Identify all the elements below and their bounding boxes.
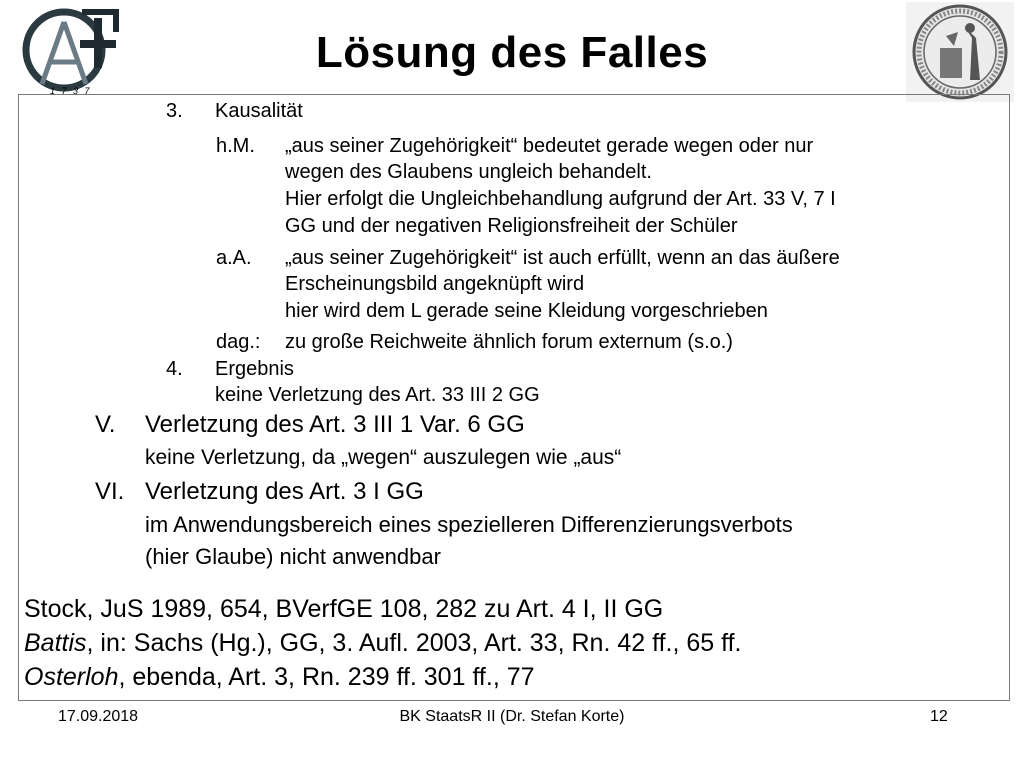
logo-year: 1 7 3 7 (50, 86, 92, 96)
slide-title: Lösung des Falles (315, 28, 709, 77)
aa-key: a.A. (216, 247, 252, 269)
item-3-number: 3. (166, 100, 183, 122)
item-4-label: Ergebnis (215, 358, 294, 380)
footer-date: 17.09.2018 (58, 708, 139, 725)
section-vi-line: (hier Glaube) nicht anwendbar (145, 544, 441, 569)
reference-3-text: , ebenda, Art. 3, Rn. 239 ff. 301 ff., 77 (118, 663, 535, 691)
dag-line: zu große Reichweite ähnlich forum externum (s.o.) (285, 331, 733, 353)
section-vi-number: VI. (95, 478, 125, 505)
dag-key: dag.: (216, 331, 261, 353)
aa-line: Erscheinungsbild angeknüpft wird (285, 273, 585, 295)
reference-1-text: Stock, JuS 1989, 654, BVerfGE 108, 282 zu Art. 4 I, II GG (24, 595, 664, 623)
item-4-number: 4. (166, 358, 183, 380)
item-4-result: keine Verletzung des Art. 33 III 2 GG (215, 384, 540, 406)
section-v-text: keine Verletzung, da „wegen“ auszulegen wie „aus“ (145, 446, 622, 469)
reference-2-text: , in: Sachs (Hg.), GG, 3. Aufl. 2003, Art. 33, Rn. 42 ff., 65 ff. (86, 629, 742, 657)
reference-2-author: Battis (24, 629, 87, 657)
hm-line: wegen des Glaubens ungleich behandelt. (285, 161, 652, 183)
section-vi-line: im Anwendungsbereich eines spezielleren Differenzierungsverbots (145, 512, 793, 537)
footer-title: BK StaatsR II (Dr. Stefan Korte) (399, 708, 625, 725)
section-vi-heading: Verletzung des Art. 3 I GG (145, 478, 424, 505)
reference-3-author: Osterloh (24, 663, 119, 691)
section-v-heading: Verletzung des Art. 3 III 1 Var. 6 GG (145, 411, 525, 438)
aa-line: hier wird dem L gerade seine Kleidung vorgeschrieben (285, 300, 768, 322)
aa-line: „aus seiner Zugehörigkeit“ ist auch erfüllt, wenn an das äußere (285, 247, 840, 269)
reference-1 (24, 594, 663, 624)
section-v-number: V. (95, 411, 116, 438)
reference-3 (24, 662, 535, 692)
reference-2 (24, 628, 742, 658)
hm-line: GG und der negativen Religionsfreiheit der Schüler (285, 215, 738, 237)
hm-key: h.M. (216, 135, 255, 157)
item-3-label: Kausalität (215, 100, 303, 122)
hm-line: „aus seiner Zugehörigkeit“ bedeutet gerade wegen oder nur (285, 135, 814, 157)
page-number: 12 (930, 708, 948, 725)
hm-line: Hier erfolgt die Ungleichbehandlung aufgrund der Art. 33 V, 7 I (285, 188, 836, 210)
